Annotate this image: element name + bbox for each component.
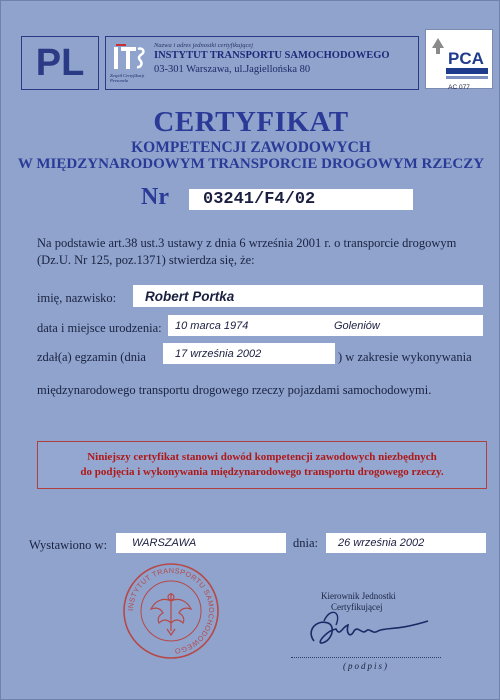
certificate-title: CERTYFIKAT xyxy=(153,106,349,138)
issue-date-label: dnia: xyxy=(293,536,318,550)
certificate-subtitle-1: KOMPETENCJI ZAWODOWYCH xyxy=(131,139,371,156)
handwritten-signature xyxy=(296,601,436,656)
issue-place-field: WARSZAWA xyxy=(116,533,286,553)
exam-scope-suffix: ) w zakresie wykonywania xyxy=(338,350,472,364)
exam-scope-line: międzynarodowego transportu drogowego rzeczy pojazdami samochodowymi. xyxy=(37,383,432,397)
certificate-subtitle-2: W MIĘDZYNARODOWYM TRANSPORCIE DROGOWYM RZECZY xyxy=(17,156,485,172)
exam-label: zdał(a) egzamin (dnia xyxy=(37,350,146,364)
birth-place: Goleniów xyxy=(334,320,380,332)
eagle-emblem-icon xyxy=(151,593,191,635)
birth-date: 10 marca 1974 xyxy=(175,320,249,332)
notice-line-1: Niniejszy certyfikat stanowi dowód kompetencji zawodowych niezbędnych xyxy=(87,451,437,463)
institute-address: 03-301 Warszawa, ul.Jagiellońska 80 xyxy=(154,64,311,75)
institute-stamp xyxy=(121,561,221,661)
country-code-box xyxy=(21,36,99,90)
institute-subtitle: Nazwa i adres jednostki certyfikującej xyxy=(154,42,254,49)
birth-field xyxy=(168,315,483,336)
its-logo-icon xyxy=(112,43,146,73)
stamp-text: INSTYTUT TRANSPORTU SAMOCHODOWEGO xyxy=(125,565,217,656)
issue-place-label: Wystawiono w: xyxy=(29,538,108,552)
institute-header xyxy=(105,36,419,90)
number-label: Nr xyxy=(141,184,169,210)
notice-line-2: do podjęcia i wykonywania międzynarodowego transportu drogowego rzeczy. xyxy=(80,466,444,478)
legal-basis-line-2: (Dz.U. Nr 125, poz.1371) stwierdza się, że: xyxy=(37,253,255,267)
accreditation-number: AC 077 xyxy=(448,84,470,91)
issue-date-field: 26 września 2002 xyxy=(326,533,486,553)
pca-label: PCA xyxy=(448,49,484,68)
pca-accreditation-logo xyxy=(425,29,493,89)
birth-label: data i miejsce urodzenia: xyxy=(37,321,162,335)
name-field: Robert Portka xyxy=(133,285,483,307)
legal-basis-line-1: Na podstawie art.38 ust.3 ustawy z dnia 6 września 2001 r. o transporcie drogowym xyxy=(37,236,457,250)
institute-name: INSTYTUT TRANSPORTU SAMOCHODOWEGO xyxy=(154,50,390,61)
signature-line xyxy=(291,657,441,658)
signatory-role-2: Certyfikującej xyxy=(331,602,383,612)
exam-date-field: 17 września 2002 xyxy=(163,343,335,364)
country-code: PL xyxy=(35,41,85,84)
signatory-role-1: Kierownik Jednostki xyxy=(321,591,396,601)
logo-caption: Zespół Certyfikacji Personelu xyxy=(110,73,145,83)
pca-logo-icon xyxy=(426,30,492,88)
name-label: imię, nazwisko: xyxy=(37,291,117,305)
signature-caption: (podpis) xyxy=(343,661,389,671)
notice-box xyxy=(37,441,487,489)
certificate-number-field: 03241/F4/02 xyxy=(189,189,413,210)
